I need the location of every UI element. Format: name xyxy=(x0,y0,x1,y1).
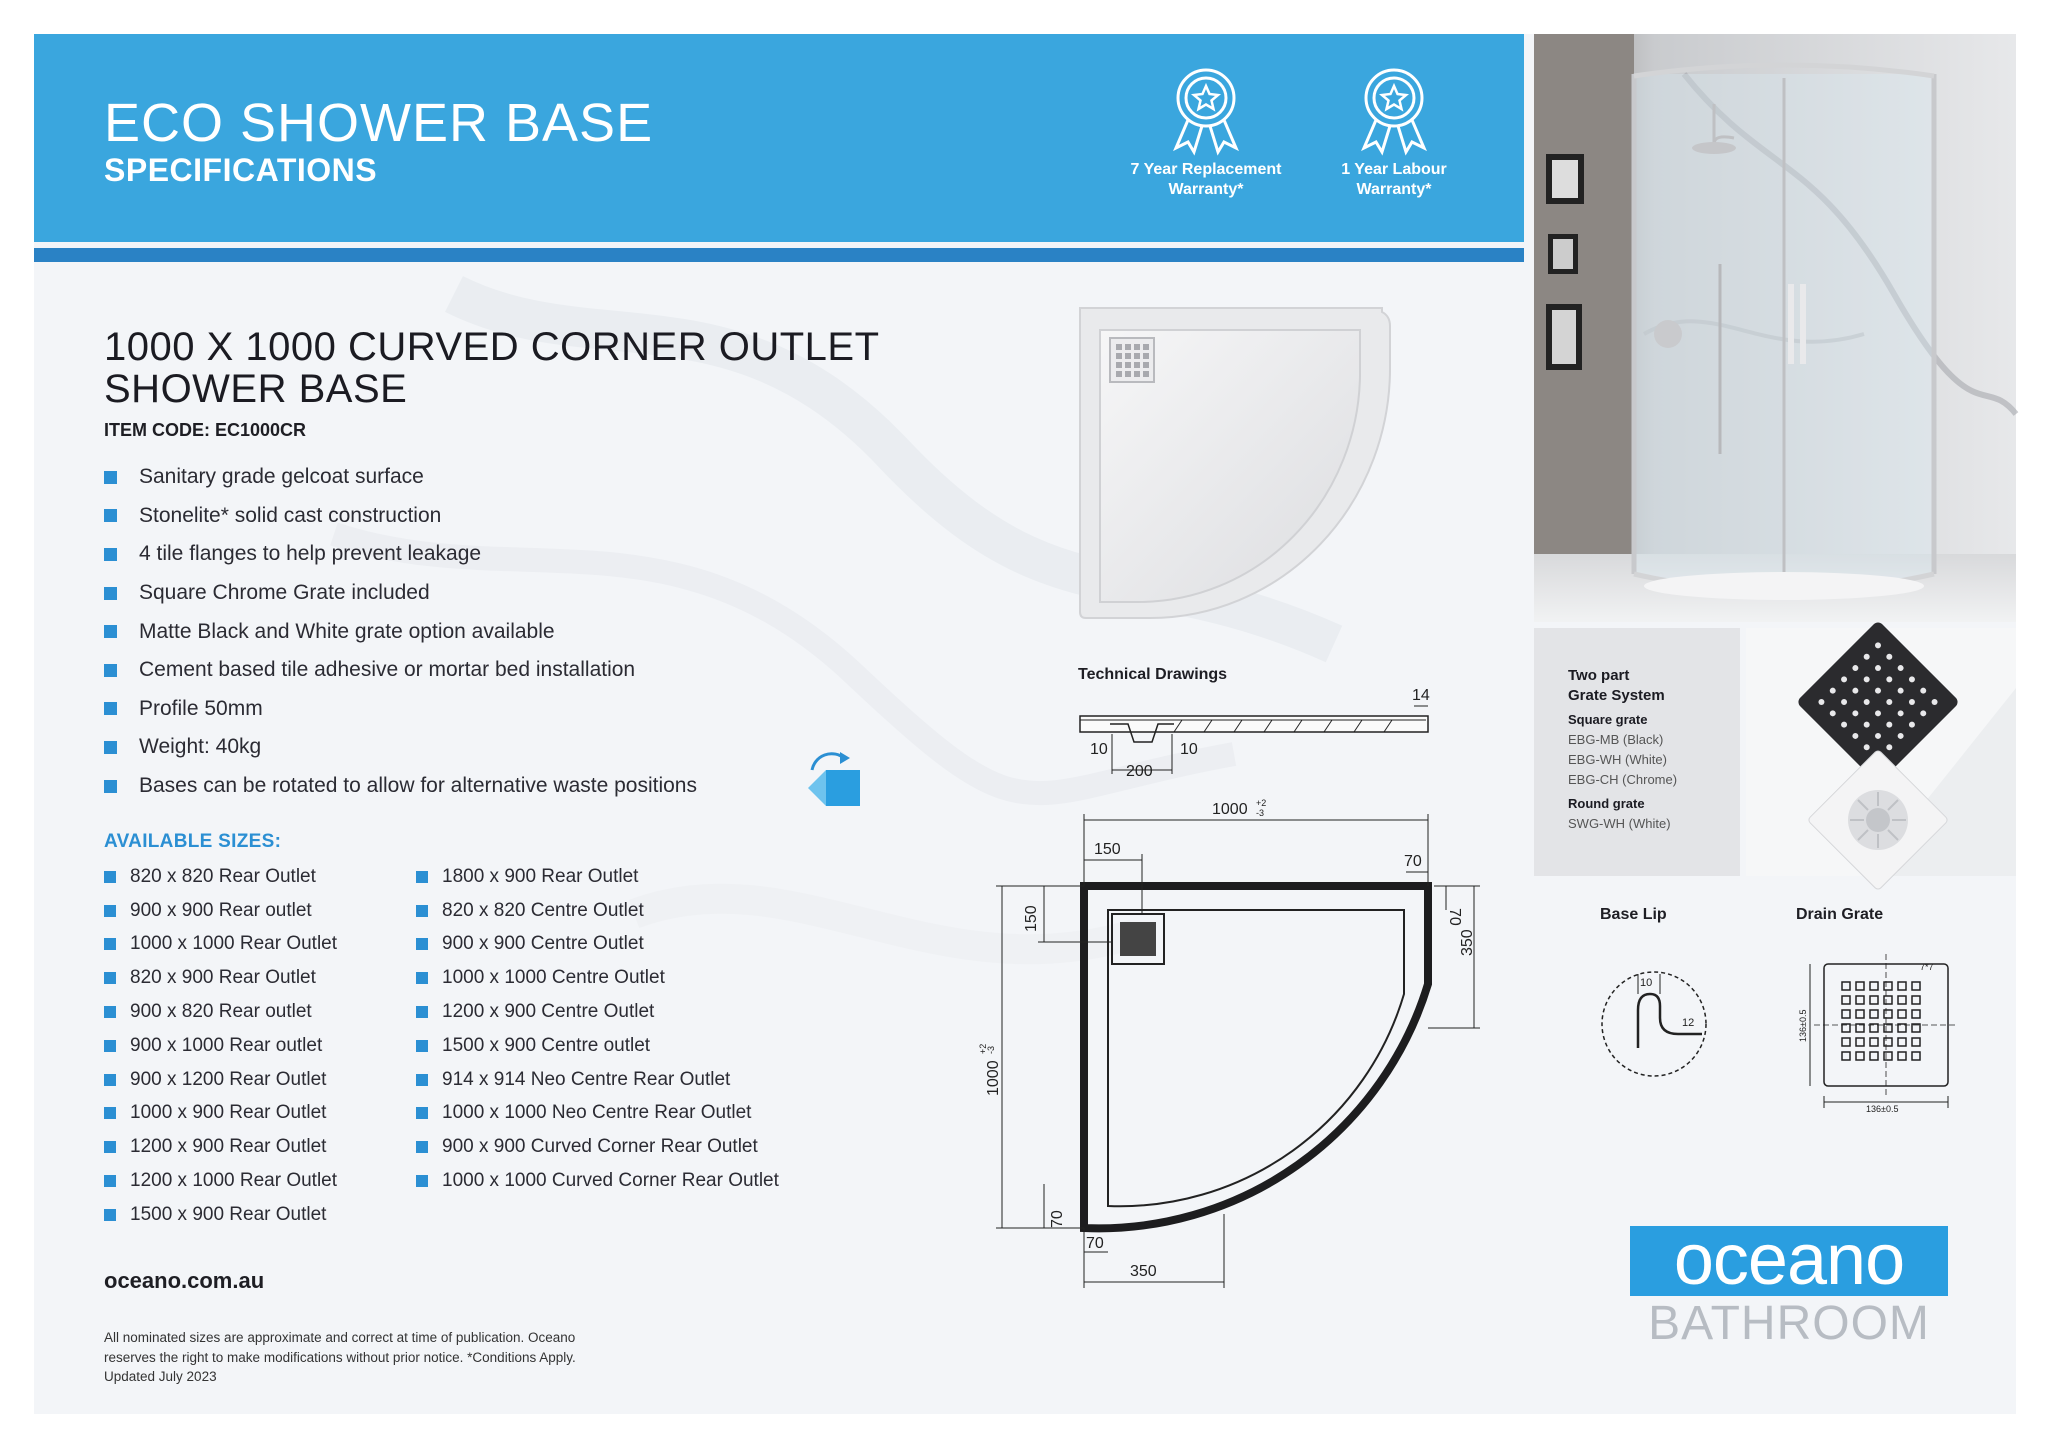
grate-heading-line1: Two part xyxy=(1568,667,1630,684)
award-ribbon-icon xyxy=(1354,64,1434,154)
dim-1000-top-tol-plus: +2 xyxy=(1256,798,1267,808)
dim-350-right: 350 xyxy=(1459,929,1476,956)
size-item: 820 x 820 Rear Outlet xyxy=(104,860,337,894)
size-item: 900 x 820 Rear outlet xyxy=(104,995,337,1029)
feature-item: Cement based tile adhesive or mortar bed installation xyxy=(104,651,697,690)
bullet-square-icon xyxy=(104,871,116,883)
dim-350-bottom: 350 xyxy=(1130,1263,1157,1280)
bullet-square-icon xyxy=(416,938,428,950)
drain-grate-label: Drain Grate xyxy=(1796,906,1884,923)
size-item: 1000 x 1000 Neo Centre Rear Outlet xyxy=(416,1097,779,1131)
shower-enclosure-photo xyxy=(1534,34,2016,622)
disclaimer-line: reserves the right to make modifications without prior notice. *Conditions Apply. xyxy=(104,1349,576,1365)
size-item: 914 x 914 Neo Centre Rear Outlet xyxy=(416,1063,779,1097)
dim-lip-10: 10 xyxy=(1640,977,1653,989)
bullet-square-icon xyxy=(104,780,117,793)
bullet-square-icon xyxy=(104,509,117,522)
bullet-square-icon xyxy=(104,1107,116,1119)
size-item: 1000 x 1000 Curved Corner Rear Outlet xyxy=(416,1164,779,1198)
dim-1000-left: 1000 xyxy=(985,1060,1002,1096)
size-item: 1200 x 1000 Rear Outlet xyxy=(104,1164,337,1198)
rotate-base-icon xyxy=(804,748,864,812)
feature-item: Profile 50mm xyxy=(104,690,697,729)
page-title: ECO SHOWER BASE xyxy=(104,93,654,153)
round-grate-heading: Round grate xyxy=(1568,796,1645,811)
feature-item: 4 tile flanges to help prevent leakage xyxy=(104,535,697,574)
square-grate-option: EBG-CH (Chrome) xyxy=(1568,772,1678,787)
bullet-square-icon xyxy=(104,702,117,715)
disclaimer-line: Updated July 2023 xyxy=(104,1369,217,1384)
size-item: 900 x 900 Rear outlet xyxy=(104,894,337,928)
dim-14: 14 xyxy=(1412,687,1430,704)
dim-1000-left-tol-plus: +2 xyxy=(978,1043,988,1054)
bullet-square-icon xyxy=(416,1141,428,1153)
feature-item: Weight: 40kg xyxy=(104,728,697,767)
bullet-square-icon xyxy=(416,1175,428,1187)
item-code: ITEM CODE: EC1000CR xyxy=(104,420,307,440)
dim-70-top: 70 xyxy=(1404,853,1422,870)
warranty-1-line1: 1 Year Labour xyxy=(1341,161,1447,178)
size-item: 1500 x 900 Centre outlet xyxy=(416,1029,779,1063)
feature-item: Sanitary grade gelcoat surface xyxy=(104,458,697,497)
disclaimer-line: All nominated sizes are approximate and correct at time of publication. Oceano xyxy=(104,1330,576,1345)
warranty-7-line1: 7 Year Replacement xyxy=(1130,161,1282,178)
warranty-1-year xyxy=(1294,64,1494,200)
bullet-square-icon xyxy=(416,871,428,883)
product-title-line1: 1000 X 1000 CURVED CORNER OUTLET xyxy=(104,325,880,369)
feature-item: Matte Black and White grate option available xyxy=(104,612,697,651)
dim-grate-side: 136±0.5 xyxy=(1798,1009,1808,1042)
bullet-square-icon xyxy=(104,741,117,754)
feature-list xyxy=(104,458,697,805)
bullet-square-icon xyxy=(416,1107,428,1119)
dim-grate-7x7: 7*7 xyxy=(1920,962,1934,972)
bullet-square-icon xyxy=(104,1006,116,1018)
bullet-square-icon xyxy=(104,625,117,638)
dim-200: 200 xyxy=(1126,763,1153,780)
dim-70-bottom-left: 70 xyxy=(1049,1210,1066,1228)
size-item: 1200 x 900 Centre Outlet xyxy=(416,995,779,1029)
round-grate-option: SWG-WH (White) xyxy=(1568,816,1671,831)
spec-sheet xyxy=(34,34,2016,1414)
website-link[interactable]: oceano.com.au xyxy=(104,1268,265,1293)
base-lip-drawing xyxy=(1602,972,1706,1076)
warranty-1-line2: Warranty* xyxy=(1356,181,1432,198)
bullet-square-icon xyxy=(416,1074,428,1086)
size-item: 820 x 900 Rear Outlet xyxy=(104,961,337,995)
size-item: 1200 x 900 Rear Outlet xyxy=(104,1130,337,1164)
size-item: 1000 x 1000 Centre Outlet xyxy=(416,961,779,995)
bullet-square-icon xyxy=(104,587,117,600)
bullet-square-icon xyxy=(104,1175,116,1187)
logo-wordmark: oceano xyxy=(1673,1220,1905,1300)
grate-photo xyxy=(1746,628,2016,876)
bullet-square-icon xyxy=(104,1040,116,1052)
warranty-7-line2: Warranty* xyxy=(1168,181,1244,198)
bullet-square-icon xyxy=(104,1074,116,1086)
bullet-square-icon xyxy=(104,938,116,950)
feature-item: Square Chrome Grate included xyxy=(104,574,697,613)
bullet-square-icon xyxy=(416,1040,428,1052)
header-divider xyxy=(34,248,1524,262)
dim-1000-left-tol-minus: -3 xyxy=(986,1045,996,1054)
grate-system-panel xyxy=(1534,628,1740,876)
dim-70-bottom: 70 xyxy=(1086,1235,1104,1252)
drain-grate-drawing xyxy=(1810,954,1958,1108)
disclaimer xyxy=(104,1328,724,1387)
dim-lip-12: 12 xyxy=(1682,1017,1695,1029)
size-item: 1000 x 1000 Rear Outlet xyxy=(104,928,337,962)
dim-grate-bottom: 136±0.5 xyxy=(1866,1104,1899,1114)
size-item: 1500 x 900 Rear Outlet xyxy=(104,1198,337,1232)
size-item: 1800 x 900 Rear Outlet xyxy=(416,860,779,894)
bullet-square-icon xyxy=(104,905,116,917)
header-band xyxy=(34,34,1524,242)
bullet-square-icon xyxy=(416,905,428,917)
size-item: 900 x 1000 Rear outlet xyxy=(104,1029,337,1063)
dim-150-top: 150 xyxy=(1094,841,1121,858)
square-grate-heading: Square grate xyxy=(1568,712,1648,727)
size-item: 900 x 900 Centre Outlet xyxy=(416,928,779,962)
bullet-square-icon xyxy=(104,548,117,561)
available-sizes-heading: AVAILABLE SIZES: xyxy=(104,831,282,852)
oceano-logo xyxy=(1630,1220,1948,1300)
warranty-7-year xyxy=(1106,64,1306,200)
shower-base-photo xyxy=(1078,306,1398,636)
size-item: 900 x 1200 Rear Outlet xyxy=(104,1063,337,1097)
dim-10-left: 10 xyxy=(1090,741,1108,758)
feature-item: Bases can be rotated to allow for alternative waste positions xyxy=(104,767,697,806)
square-grate-option: EBG-WH (White) xyxy=(1568,752,1667,767)
size-item: 900 x 900 Curved Corner Rear Outlet xyxy=(416,1130,779,1164)
square-grate-option: EBG-MB (Black) xyxy=(1568,732,1664,747)
page-subtitle: SPECIFICATIONS xyxy=(104,152,378,188)
bullet-square-icon xyxy=(416,1006,428,1018)
grate-system-text xyxy=(1568,666,1677,834)
product-title-line2: SHOWER BASE xyxy=(104,367,408,411)
dim-10-right: 10 xyxy=(1180,741,1198,758)
sizes-column-2 xyxy=(416,860,779,1198)
base-lip-label: Base Lip xyxy=(1600,906,1667,923)
dim-1000-top-tol-minus: -3 xyxy=(1256,808,1265,818)
bullet-square-icon xyxy=(104,972,116,984)
bullet-square-icon xyxy=(104,1141,116,1153)
bullet-square-icon xyxy=(104,664,117,677)
product-title xyxy=(104,326,964,410)
dim-150-left: 150 xyxy=(1023,905,1040,932)
size-item: 820 x 820 Centre Outlet xyxy=(416,894,779,928)
bullet-square-icon xyxy=(104,471,117,484)
grate-heading-line2: Grate System xyxy=(1568,687,1665,704)
logo-subtitle: BATHROOM xyxy=(1648,1297,1930,1350)
technical-drawings-label: Technical Drawings xyxy=(1078,666,1228,683)
award-ribbon-icon xyxy=(1166,64,1246,154)
dim-1000-top: 1000 xyxy=(1212,801,1248,818)
bullet-square-icon xyxy=(416,972,428,984)
dim-70-right: 70 xyxy=(1446,908,1463,926)
sizes-column-1 xyxy=(104,860,337,1232)
bullet-square-icon xyxy=(104,1209,116,1221)
size-item: 1000 x 900 Rear Outlet xyxy=(104,1097,337,1131)
feature-item: Stonelite* solid cast construction xyxy=(104,497,697,536)
